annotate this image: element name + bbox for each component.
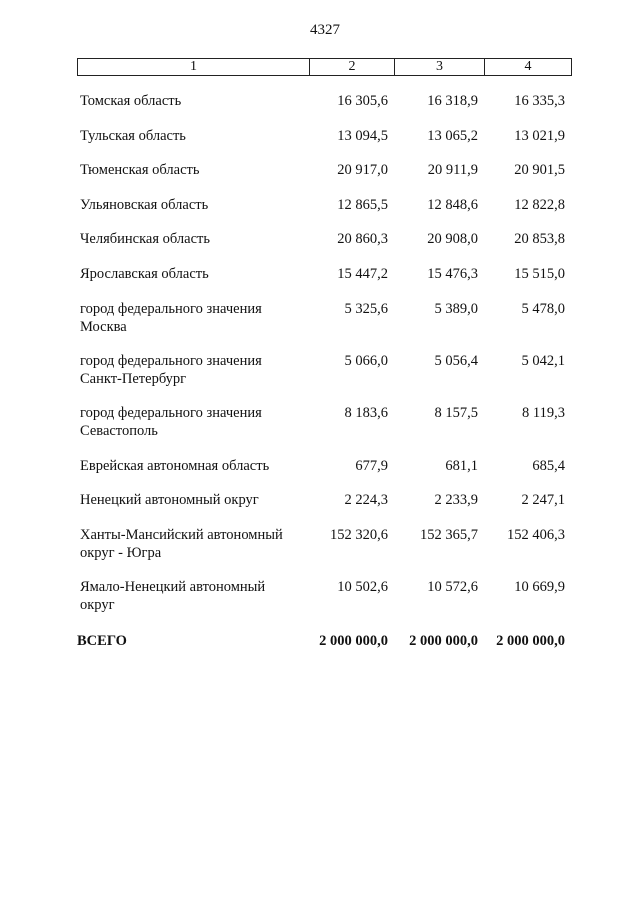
region-name	[77, 404, 309, 440]
value-col-4: 13 021,9	[514, 127, 565, 144]
value-col-3: 152 365,7	[420, 526, 478, 543]
value-col-4: 5 042,1	[521, 352, 565, 369]
table-row	[77, 578, 572, 630]
table-body	[77, 92, 572, 650]
region-name	[77, 300, 309, 336]
column-header-3: 3	[395, 59, 485, 75]
total-value-col-3: 2 000 000,0	[409, 632, 478, 649]
value-col-2: 12 865,5	[337, 196, 388, 213]
region-name-line: округ - Югра	[80, 544, 162, 561]
region-name-line: город федерального значения	[80, 352, 262, 369]
table-row	[77, 300, 572, 352]
column-header-1: 1	[78, 59, 310, 75]
value-col-2: 10 502,6	[337, 579, 388, 596]
table-row	[77, 196, 572, 231]
region-name: Ненецкий автономный округ	[80, 492, 259, 509]
value-col-4: 16 335,3	[514, 93, 565, 109]
total-value-col-4: 2 000 000,0	[496, 632, 565, 649]
value-col-4: 8 119,3	[522, 405, 565, 422]
value-col-3: 2 233,9	[434, 492, 478, 509]
value-col-2: 16 305,6	[337, 93, 388, 109]
table-row	[77, 92, 572, 127]
value-col-4: 5 478,0	[521, 300, 565, 317]
value-col-3: 5 389,0	[434, 300, 478, 317]
value-col-2: 8 183,6	[344, 405, 388, 422]
value-col-3: 8 157,5	[434, 405, 478, 422]
value-col-3: 12 848,6	[427, 196, 478, 213]
value-col-2: 20 860,3	[337, 231, 388, 248]
region-name-line: Севастополь	[80, 423, 158, 440]
region-name-line: Ханты-Мансийский автономный	[80, 526, 283, 543]
table-row	[77, 352, 572, 404]
value-col-3: 15 476,3	[427, 265, 478, 282]
value-col-4: 685,4	[532, 457, 565, 474]
page-number: 4327	[310, 22, 340, 38]
region-name: Челябинская область	[80, 231, 210, 248]
value-col-3: 20 911,9	[427, 162, 478, 179]
table-row	[77, 161, 572, 196]
table-row	[77, 526, 572, 578]
value-col-3: 5 056,4	[434, 352, 478, 369]
value-col-4: 15 515,0	[514, 265, 565, 282]
table-row	[77, 491, 572, 526]
value-col-4: 10 669,9	[514, 579, 565, 596]
region-name-line: Санкт-Петербург	[80, 370, 187, 387]
value-col-2: 15 447,2	[337, 265, 388, 282]
column-header-2: 2	[310, 59, 395, 75]
region-name: Тульская область	[80, 127, 186, 144]
value-col-3: 20 908,0	[427, 231, 478, 248]
region-name: Томская область	[80, 93, 182, 109]
region-name	[77, 352, 309, 388]
value-col-2: 13 094,5	[337, 127, 388, 144]
region-name-line: Москва	[80, 318, 127, 335]
total-row	[77, 632, 572, 650]
value-col-2: 20 917,0	[337, 162, 388, 179]
table-row	[77, 404, 572, 456]
value-col-2: 2 224,3	[344, 492, 388, 509]
table-row	[77, 457, 572, 492]
region-name-line: Ямало-Ненецкий автономный	[80, 579, 266, 596]
value-col-3: 681,1	[445, 457, 478, 474]
region-name: Тюменская область	[80, 162, 200, 179]
value-col-4: 12 822,8	[514, 196, 565, 213]
column-header-4: 4	[524, 59, 532, 74]
region-name: Ярославская область	[80, 265, 209, 282]
table-row	[77, 265, 572, 300]
value-col-2: 677,9	[355, 457, 388, 474]
region-name-line: округ	[80, 597, 115, 614]
total-value-col-2: 2 000 000,0	[319, 632, 388, 649]
total-label: ВСЕГО	[77, 632, 127, 649]
table-header	[77, 58, 572, 76]
value-col-2: 5 066,0	[344, 352, 388, 369]
region-name	[77, 578, 309, 614]
value-col-3: 10 572,6	[427, 579, 478, 596]
value-col-3: 16 318,9	[427, 93, 478, 109]
table-row	[77, 230, 572, 265]
value-col-2: 5 325,6	[344, 300, 388, 317]
region-name-line: город федерального значения	[80, 300, 262, 317]
value-col-4: 20 853,8	[514, 231, 565, 248]
value-col-4: 20 901,5	[514, 162, 565, 179]
region-name: Ульяновская область	[80, 196, 209, 213]
region-name	[77, 526, 309, 562]
table-row	[77, 127, 572, 162]
region-name-line: город федерального значения	[80, 405, 262, 422]
region-name: Еврейская автономная область	[80, 457, 270, 474]
value-col-4: 2 247,1	[521, 492, 565, 509]
value-col-2: 152 320,6	[330, 526, 388, 543]
value-col-3: 13 065,2	[427, 127, 478, 144]
value-col-4: 152 406,3	[507, 526, 565, 543]
